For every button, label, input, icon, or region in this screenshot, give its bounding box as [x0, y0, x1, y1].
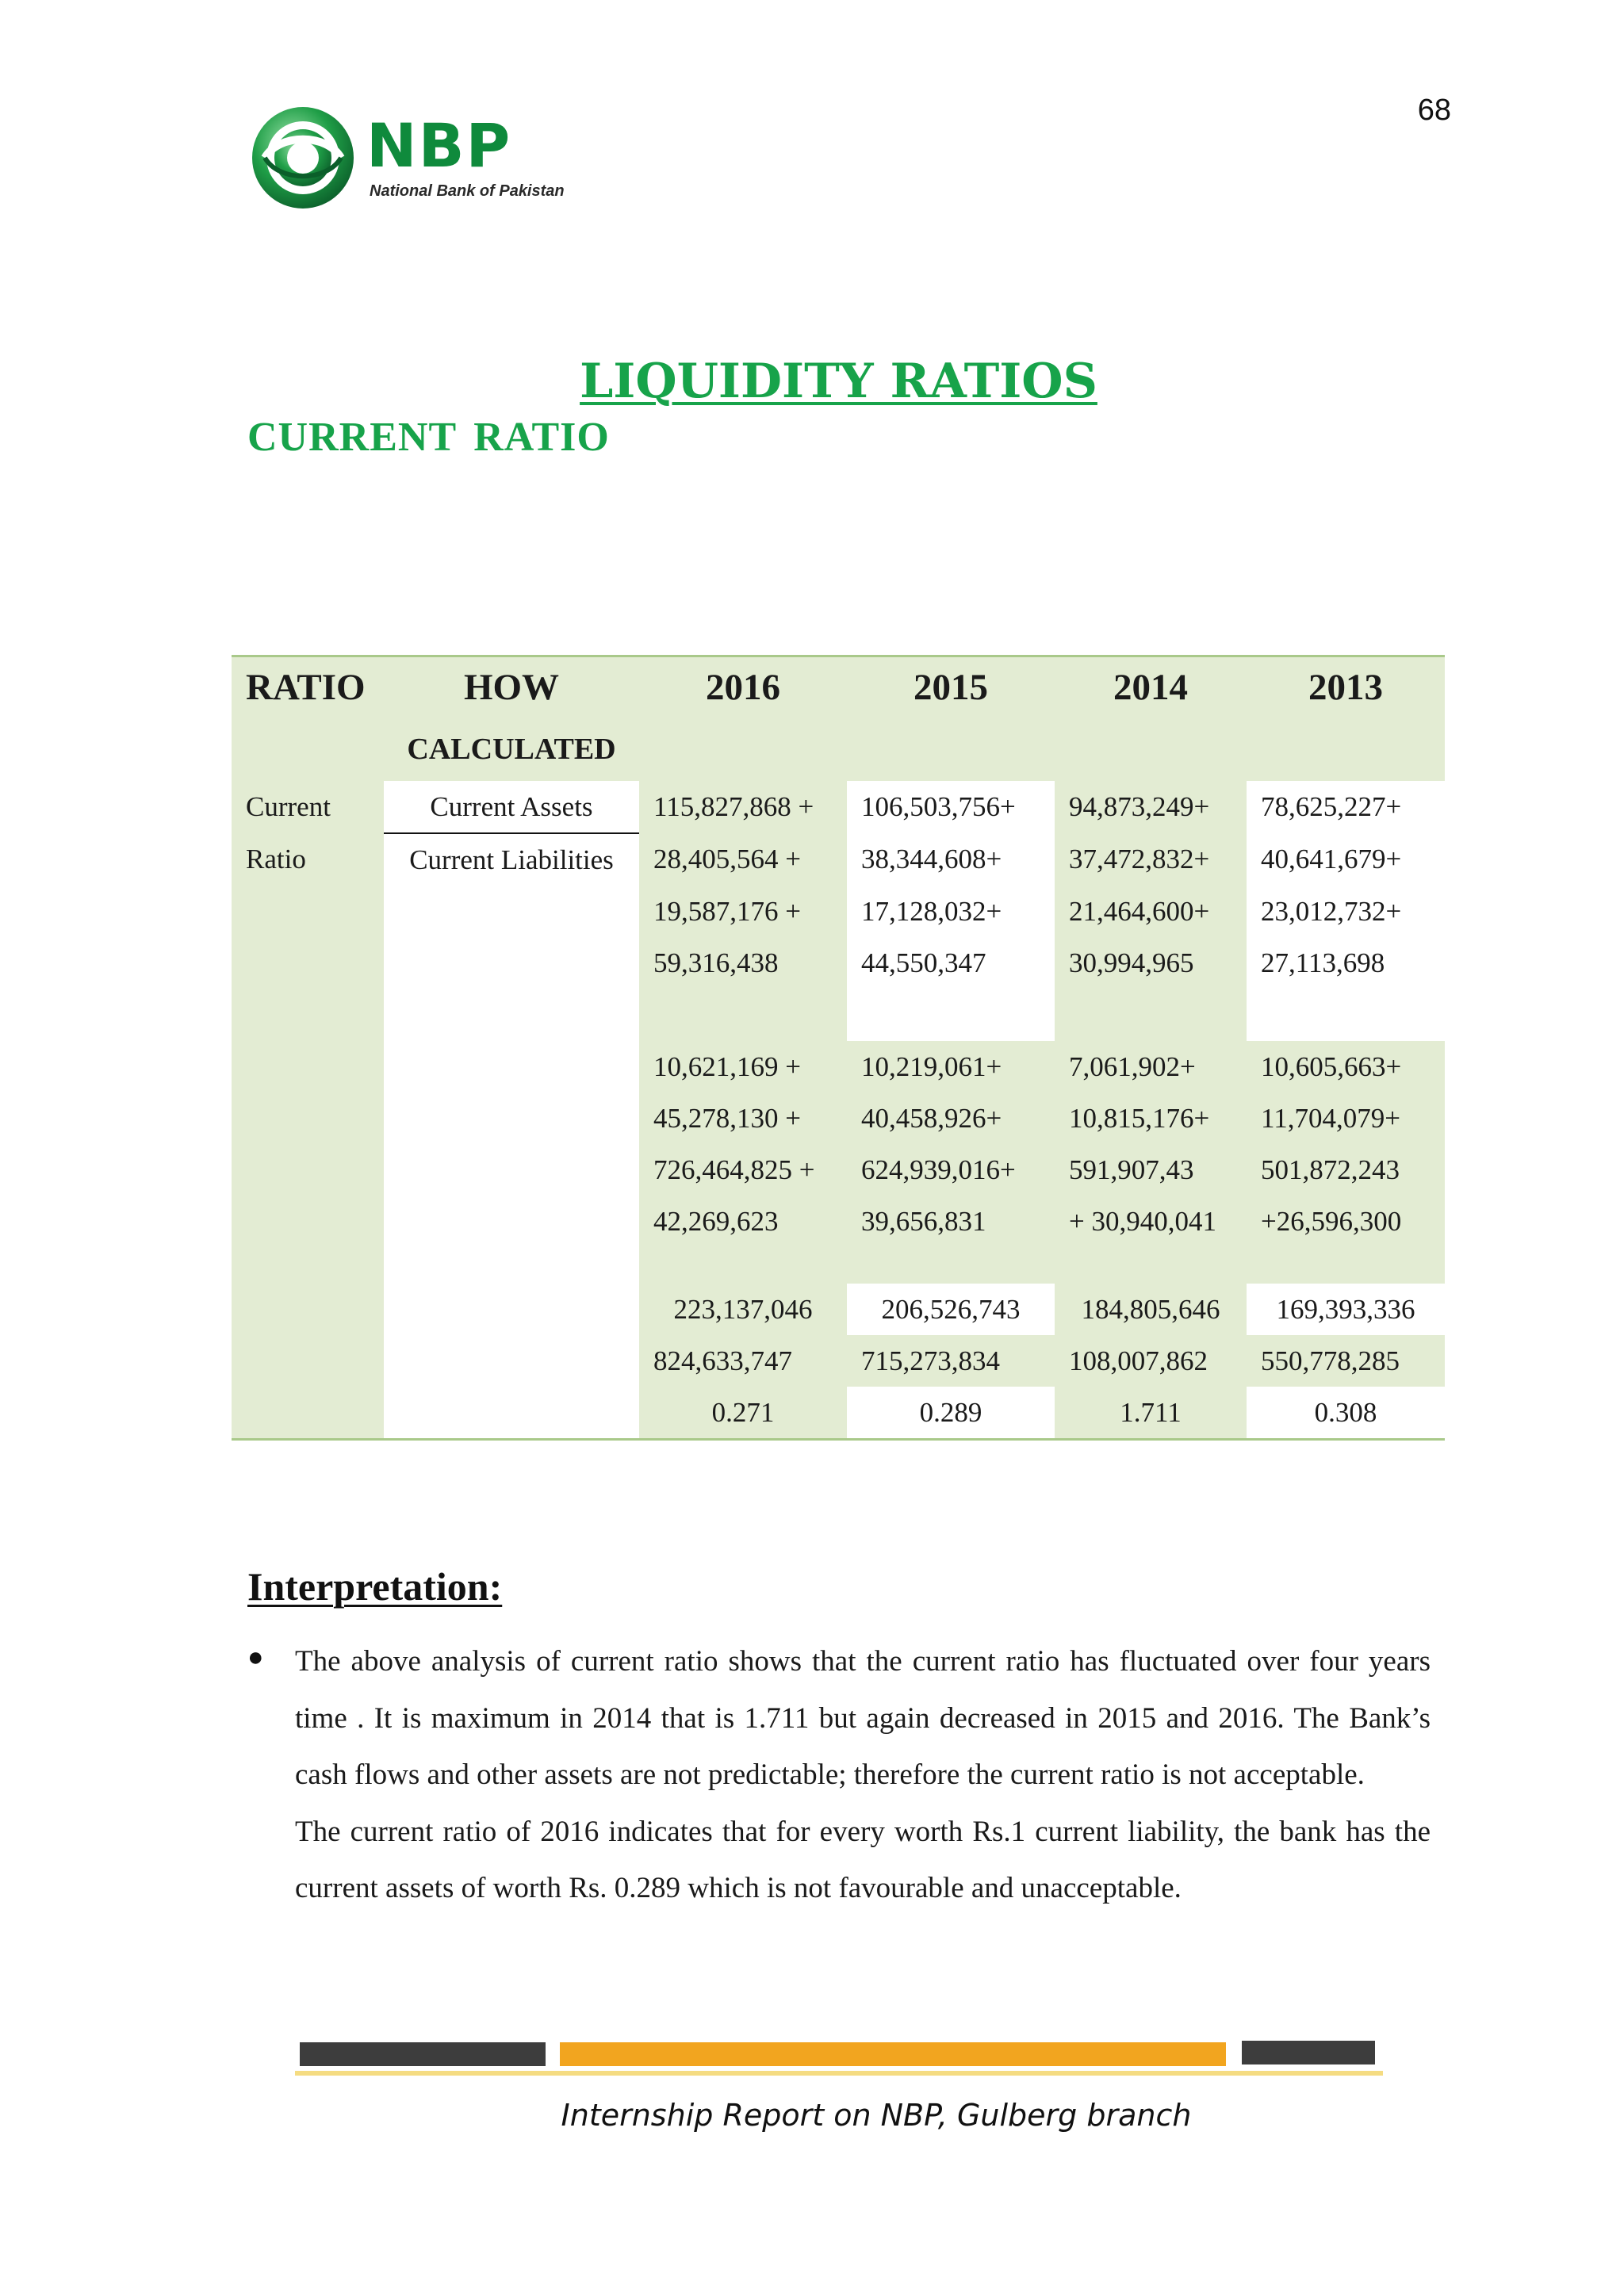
table-cell: 11,704,079+: [1247, 1093, 1445, 1144]
footer-bar-right: [1242, 2041, 1375, 2064]
total-assets-2014: 184,805,646: [1055, 1284, 1247, 1335]
table-header-row: [232, 656, 1445, 718]
table-spacer: [232, 1247, 1445, 1284]
header-year-2014: 2014: [1055, 656, 1247, 718]
formula-denominator: Current Liabilities: [384, 833, 639, 886]
ratio-2013: 0.308: [1247, 1387, 1445, 1440]
current-ratio-table: [232, 655, 1445, 1441]
header-ratio: RATIO: [232, 656, 384, 718]
table-cell: 21,464,600+: [1055, 886, 1247, 937]
table-cell: 501,872,243: [1247, 1144, 1445, 1196]
table-row: [232, 1144, 1445, 1196]
table-cell: 40,641,679+: [1247, 833, 1445, 886]
table-cell: 17,128,032+: [847, 886, 1055, 937]
table-row: [232, 833, 1445, 886]
table-row: [232, 886, 1445, 937]
table-row: [232, 781, 1445, 833]
table-spacer: [232, 989, 1445, 1041]
logo-wordmark: NBP: [366, 110, 512, 181]
table-cell: 39,656,831: [847, 1196, 1055, 1247]
page-number: 68: [1417, 94, 1451, 127]
table-cell: 7,061,902+: [1055, 1041, 1247, 1093]
total-liabilities-2013: 550,778,285: [1247, 1335, 1445, 1387]
table-cell: 10,219,061+: [847, 1041, 1055, 1093]
interpretation-paragraph-2: The current ratio of 2016 indicates that for every worth Rs.1 current liability, the bank has the current assets of worth Rs. 0.289 which is not favourable and unacceptable.: [295, 1815, 1431, 1904]
footer-bar-center: [560, 2042, 1226, 2066]
total-assets-2013: 169,393,336: [1247, 1284, 1445, 1335]
ratio-2015: 0.289: [847, 1387, 1055, 1440]
table-row: [232, 937, 1445, 989]
table-row: [232, 1041, 1445, 1093]
table-cell: 94,873,249+: [1055, 781, 1247, 833]
header-year-2015: 2015: [847, 656, 1055, 718]
table-cell: 591,907,43: [1055, 1144, 1247, 1196]
table-cell: 23,012,732+: [1247, 886, 1445, 937]
ratio-table: [232, 655, 1445, 1441]
bullet-icon: ●: [247, 1643, 264, 1672]
table-cell: 42,269,623: [639, 1196, 847, 1247]
total-assets-2016: 223,137,046: [639, 1284, 847, 1335]
table-cell: 40,458,926+: [847, 1093, 1055, 1144]
table-cell: 106,503,756+: [847, 781, 1055, 833]
table-cell: 115,827,868 +: [639, 781, 847, 833]
table-cell: +26,596,300: [1247, 1196, 1445, 1247]
ratio-2016: 0.271: [639, 1387, 847, 1440]
footer-bar-left: [300, 2042, 546, 2066]
table-cell: 37,472,832+: [1055, 833, 1247, 886]
table-row: [232, 1335, 1445, 1387]
table-row: [232, 1387, 1445, 1440]
table-row: [232, 1196, 1445, 1247]
header-year-2013: 2013: [1247, 656, 1445, 718]
interpretation-paragraph-1: The above analysis of current ratio shows that the current ratio has fluctuated over four years time . It is maximum in 2014 that is 1.711 but again decreased in 2015 and 2016. The Bank’s cash flows and other assets are not predictable; therefore the current ratio is not acceptable.: [295, 1645, 1431, 1791]
table-row: [232, 1093, 1445, 1144]
interpretation-heading: Interpretation:: [247, 1564, 503, 1609]
table-cell: 45,278,130 +: [639, 1093, 847, 1144]
total-liabilities-2015: 715,273,834: [847, 1335, 1055, 1387]
table-cell: 59,316,438: [639, 937, 847, 989]
total-liabilities-2016: 824,633,747: [639, 1335, 847, 1387]
table-cell: 38,344,608+: [847, 833, 1055, 886]
total-liabilities-2014: 108,007,862: [1055, 1335, 1247, 1387]
interpretation-text: [295, 1633, 1431, 1917]
section-subtitle: CURRENT RATIO: [247, 415, 610, 460]
ratio-name: Current: [232, 781, 384, 833]
table-cell: 624,939,016+: [847, 1144, 1055, 1196]
table-cell: 10,605,663+: [1247, 1041, 1445, 1093]
formula-numerator: Current Assets: [384, 781, 639, 833]
table-cell: 30,994,965: [1055, 937, 1247, 989]
table-cell: 726,464,825 +: [639, 1144, 847, 1196]
ratio-name: Ratio: [232, 833, 384, 886]
table-cell: 19,587,176 +: [639, 886, 847, 937]
table-header-row-2: [232, 718, 1445, 781]
ratio-2014: 1.711: [1055, 1387, 1247, 1440]
table-cell: + 30,940,041: [1055, 1196, 1247, 1247]
footer-caption: Internship Report on NBP, Gulberg branch: [561, 2098, 1192, 2133]
nbp-logo: [247, 98, 612, 217]
table-cell: 10,815,176+: [1055, 1093, 1247, 1144]
table-row: [232, 1284, 1445, 1335]
table-cell: 27,113,698: [1247, 937, 1445, 989]
header-how: HOW: [384, 656, 639, 718]
nbp-emblem-icon: [247, 101, 358, 214]
footer-decoration: [295, 2014, 1397, 2077]
table-cell: 10,621,169 +: [639, 1041, 847, 1093]
total-assets-2015: 206,526,743: [847, 1284, 1055, 1335]
table-cell: 28,405,564 +: [639, 833, 847, 886]
header-year-2016: 2016: [639, 656, 847, 718]
page-title: LIQUIDITY RATIOS: [580, 354, 1097, 409]
header-calculated: CALCULATED: [384, 718, 639, 781]
logo-subtitle: National Bank of Pakistan: [370, 182, 565, 200]
table-cell: 44,550,347: [847, 937, 1055, 989]
footer-underline: [295, 2071, 1383, 2076]
table-cell: 78,625,227+: [1247, 781, 1445, 833]
